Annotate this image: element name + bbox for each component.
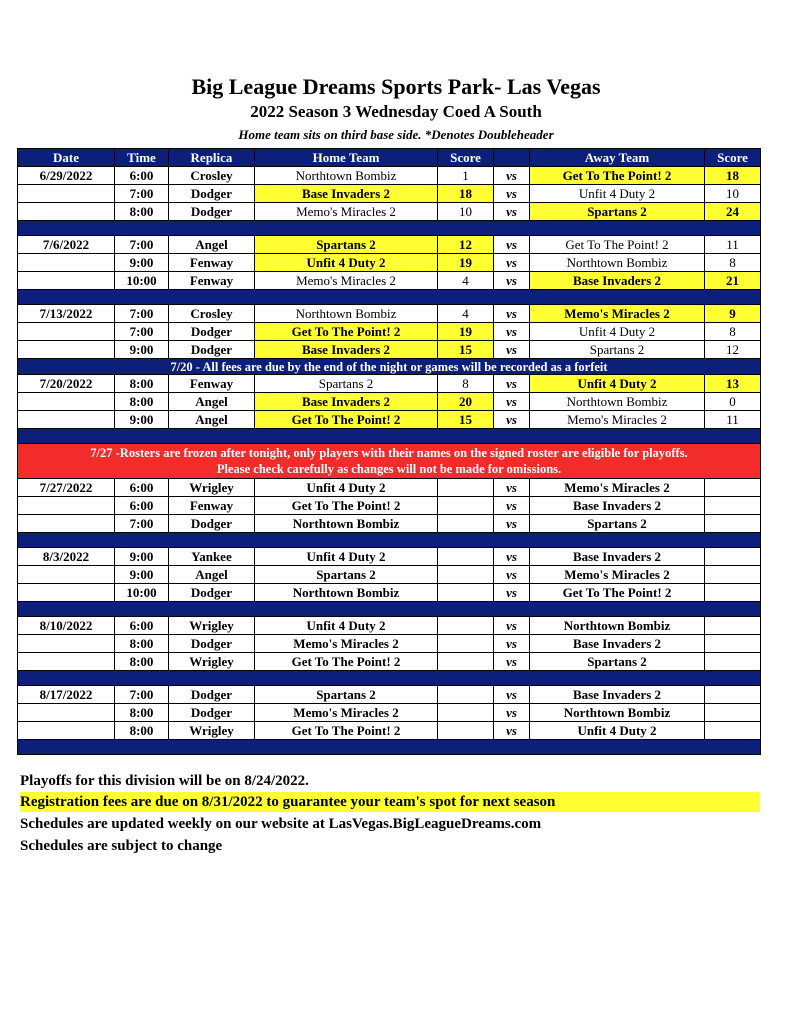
website-note: Schedules are updated weekly on our website at LasVegas.BigLeagueDreams.com: [20, 816, 542, 832]
home-team: Unfit 4 Duty 2: [255, 548, 438, 566]
table-row: [18, 635, 761, 653]
home-score: 10: [438, 203, 494, 221]
game-time: 7:00: [115, 515, 169, 533]
game-time: 9:00: [115, 411, 169, 429]
game-date: 7/6/2022: [18, 236, 115, 254]
away-team: Base Invaders 2: [530, 686, 705, 704]
game-replica: Dodger: [169, 515, 255, 533]
away-team: Get To The Point! 2: [530, 584, 705, 602]
week-separator: [18, 290, 761, 305]
away-team: Northtown Bombiz: [530, 704, 705, 722]
home-team: Unfit 4 Duty 2: [255, 254, 438, 272]
separator-bar: [18, 221, 761, 236]
game-replica: Wrigley: [169, 617, 255, 635]
vs-label: vs: [494, 497, 530, 515]
table-row: [18, 236, 761, 254]
home-team: Northtown Bombiz: [255, 584, 438, 602]
game-date: [18, 393, 115, 411]
game-replica: Dodger: [169, 584, 255, 602]
home-score: 4: [438, 305, 494, 323]
away-score: [705, 497, 761, 515]
roster-notice-line1: 7/27 -Rosters are frozen after tonight, only players with their names on the signed roster are eligible for playoffs.: [90, 446, 688, 460]
away-score: 9: [705, 305, 761, 323]
vs-label: vs: [494, 617, 530, 635]
home-team: Northtown Bombiz: [255, 305, 438, 323]
game-time: 9:00: [115, 341, 169, 359]
game-replica: Dodger: [169, 635, 255, 653]
game-replica: Fenway: [169, 497, 255, 515]
away-score: [705, 653, 761, 671]
home-score: 15: [438, 341, 494, 359]
playoffs-note: Playoffs for this division will be on 8/24/2022.: [20, 773, 309, 789]
game-time: 6:00: [115, 617, 169, 635]
away-team: Base Invaders 2: [530, 272, 705, 290]
table-row: [18, 548, 761, 566]
home-score: 20: [438, 393, 494, 411]
game-replica: Angel: [169, 393, 255, 411]
vs-label: vs: [494, 686, 530, 704]
game-time: 8:00: [115, 635, 169, 653]
game-replica: Dodger: [169, 185, 255, 203]
away-score: [705, 479, 761, 497]
away-score: [705, 686, 761, 704]
away-team: Unfit 4 Duty 2: [530, 185, 705, 203]
game-replica: Fenway: [169, 375, 255, 393]
col-away-team: Away Team: [530, 149, 705, 167]
table-row: [18, 653, 761, 671]
table-row: [18, 686, 761, 704]
roster-notice: [18, 444, 761, 479]
game-replica: Fenway: [169, 272, 255, 290]
away-score: 21: [705, 272, 761, 290]
home-team: Memo's Miracles 2: [255, 203, 438, 221]
home-score: [438, 722, 494, 740]
game-date: [18, 185, 115, 203]
away-score: 10: [705, 185, 761, 203]
game-replica: Dodger: [169, 686, 255, 704]
table-row: [18, 375, 761, 393]
vs-label: vs: [494, 167, 530, 185]
game-date: [18, 515, 115, 533]
away-score: [705, 722, 761, 740]
table-row: [18, 323, 761, 341]
vs-label: vs: [494, 305, 530, 323]
home-team: Base Invaders 2: [255, 393, 438, 411]
table-row: [18, 617, 761, 635]
away-team: Northtown Bombiz: [530, 393, 705, 411]
game-time: 8:00: [115, 722, 169, 740]
home-score: [438, 515, 494, 533]
home-score: 8: [438, 375, 494, 393]
game-time: 6:00: [115, 167, 169, 185]
game-time: 8:00: [115, 203, 169, 221]
vs-label: vs: [494, 704, 530, 722]
col-away-score: Score: [705, 149, 761, 167]
vs-label: vs: [494, 722, 530, 740]
game-date: [18, 323, 115, 341]
game-time: 8:00: [115, 375, 169, 393]
table-row: [18, 584, 761, 602]
home-team: Northtown Bombiz: [255, 515, 438, 533]
away-score: 24: [705, 203, 761, 221]
game-time: 7:00: [115, 236, 169, 254]
away-score: 0: [705, 393, 761, 411]
col-date: Date: [18, 149, 115, 167]
table-row: [18, 254, 761, 272]
game-time: 8:00: [115, 704, 169, 722]
home-team: Get To The Point! 2: [255, 323, 438, 341]
page-subtitle: 2022 Season 3 Wednesday Coed A South: [250, 102, 542, 121]
week-separator: [18, 533, 761, 548]
home-score: 18: [438, 185, 494, 203]
game-date: [18, 411, 115, 429]
table-header-row: [18, 149, 761, 167]
game-replica: Dodger: [169, 323, 255, 341]
away-score: 18: [705, 167, 761, 185]
separator-bar: [18, 290, 761, 305]
home-team: Base Invaders 2: [255, 185, 438, 203]
away-score: 8: [705, 323, 761, 341]
home-team: Get To The Point! 2: [255, 411, 438, 429]
change-note: Schedules are subject to change: [20, 838, 223, 854]
away-team: Get To The Point! 2: [530, 236, 705, 254]
home-score: 19: [438, 254, 494, 272]
home-score: 12: [438, 236, 494, 254]
table-row: [18, 341, 761, 359]
game-date: 6/29/2022: [18, 167, 115, 185]
home-team: Base Invaders 2: [255, 341, 438, 359]
away-team: Get To The Point! 2: [530, 167, 705, 185]
game-date: 7/20/2022: [18, 375, 115, 393]
registration-note: Registration fees are due on 8/31/2022 to guarantee your team's spot for next season: [20, 792, 760, 812]
table-row: [18, 479, 761, 497]
home-score: [438, 584, 494, 602]
game-date: 8/17/2022: [18, 686, 115, 704]
away-score: [705, 515, 761, 533]
away-team: Base Invaders 2: [530, 635, 705, 653]
game-replica: Wrigley: [169, 653, 255, 671]
home-team: Spartans 2: [255, 236, 438, 254]
game-date: [18, 584, 115, 602]
away-team: Spartans 2: [530, 341, 705, 359]
game-time: 9:00: [115, 548, 169, 566]
game-date: [18, 254, 115, 272]
home-score: [438, 617, 494, 635]
table-row: [18, 497, 761, 515]
game-date: [18, 566, 115, 584]
roster-notice-row: [18, 444, 761, 479]
away-score: [705, 704, 761, 722]
vs-label: vs: [494, 566, 530, 584]
away-score: 13: [705, 375, 761, 393]
home-score: [438, 653, 494, 671]
game-replica: Dodger: [169, 341, 255, 359]
vs-label: vs: [494, 653, 530, 671]
home-score: 4: [438, 272, 494, 290]
col-home-team: Home Team: [255, 149, 438, 167]
away-score: [705, 617, 761, 635]
home-score: 19: [438, 323, 494, 341]
separator-bar: [18, 533, 761, 548]
away-score: [705, 548, 761, 566]
home-team: Get To The Point! 2: [255, 653, 438, 671]
vs-label: vs: [494, 393, 530, 411]
home-team: Get To The Point! 2: [255, 722, 438, 740]
separator-bar: [18, 602, 761, 617]
vs-label: vs: [494, 584, 530, 602]
game-time: 7:00: [115, 323, 169, 341]
fee-notice-row: [18, 359, 761, 375]
game-time: 9:00: [115, 254, 169, 272]
away-team: Base Invaders 2: [530, 548, 705, 566]
game-date: [18, 497, 115, 515]
away-team: Spartans 2: [530, 653, 705, 671]
game-time: 9:00: [115, 566, 169, 584]
vs-label: vs: [494, 254, 530, 272]
home-team: Memo's Miracles 2: [255, 272, 438, 290]
game-replica: Angel: [169, 411, 255, 429]
game-replica: Angel: [169, 566, 255, 584]
game-time: 8:00: [115, 653, 169, 671]
col-home-score: Score: [438, 149, 494, 167]
game-date: 8/3/2022: [18, 548, 115, 566]
col-replica: Replica: [169, 149, 255, 167]
away-team: Spartans 2: [530, 203, 705, 221]
game-date: [18, 203, 115, 221]
home-score: [438, 497, 494, 515]
schedule-body: [18, 167, 761, 755]
table-row: [18, 722, 761, 740]
vs-label: vs: [494, 323, 530, 341]
vs-label: vs: [494, 185, 530, 203]
game-time: 10:00: [115, 272, 169, 290]
game-date: [18, 635, 115, 653]
separator-bar: [18, 429, 761, 444]
vs-label: vs: [494, 375, 530, 393]
game-time: 10:00: [115, 584, 169, 602]
game-date: 8/10/2022: [18, 617, 115, 635]
vs-label: vs: [494, 236, 530, 254]
home-team-note: Home team sits on third base side. *Denotes Doubleheader: [238, 127, 554, 142]
away-team: Memo's Miracles 2: [530, 566, 705, 584]
away-team: Base Invaders 2: [530, 497, 705, 515]
game-date: [18, 653, 115, 671]
roster-notice-line2: Please check carefully as changes will not be made for omissions.: [216, 462, 562, 476]
away-score: [705, 566, 761, 584]
table-row: [18, 185, 761, 203]
week-separator: [18, 740, 761, 755]
game-replica: Wrigley: [169, 479, 255, 497]
week-separator: [18, 221, 761, 236]
home-team: Spartans 2: [255, 375, 438, 393]
game-replica: Crosley: [169, 305, 255, 323]
home-score: 1: [438, 167, 494, 185]
home-team: Memo's Miracles 2: [255, 635, 438, 653]
away-score: [705, 635, 761, 653]
away-team: Unfit 4 Duty 2: [530, 722, 705, 740]
vs-label: vs: [494, 479, 530, 497]
game-time: 8:00: [115, 393, 169, 411]
game-replica: Fenway: [169, 254, 255, 272]
game-replica: Crosley: [169, 167, 255, 185]
away-team: Memo's Miracles 2: [530, 305, 705, 323]
away-team: Memo's Miracles 2: [530, 479, 705, 497]
home-team: Unfit 4 Duty 2: [255, 617, 438, 635]
fee-notice: 7/20 - All fees are due by the end of the night or games will be recorded as a forfeit: [18, 359, 761, 375]
away-score: [705, 584, 761, 602]
week-separator: [18, 671, 761, 686]
game-time: 6:00: [115, 497, 169, 515]
game-replica: Yankee: [169, 548, 255, 566]
vs-label: vs: [494, 635, 530, 653]
game-time: 6:00: [115, 479, 169, 497]
away-score: 8: [705, 254, 761, 272]
home-score: [438, 635, 494, 653]
home-score: [438, 704, 494, 722]
home-score: [438, 548, 494, 566]
game-date: [18, 704, 115, 722]
vs-label: vs: [494, 548, 530, 566]
separator-bar: [18, 740, 761, 755]
game-replica: Dodger: [169, 704, 255, 722]
away-team: Northtown Bombiz: [530, 254, 705, 272]
table-row: [18, 393, 761, 411]
page-title: Big League Dreams Sports Park- Las Vegas: [191, 74, 601, 99]
away-team: Northtown Bombiz: [530, 617, 705, 635]
table-row: [18, 411, 761, 429]
home-team: Spartans 2: [255, 686, 438, 704]
separator-bar: [18, 671, 761, 686]
game-replica: Wrigley: [169, 722, 255, 740]
vs-label: vs: [494, 272, 530, 290]
table-row: [18, 203, 761, 221]
home-team: Unfit 4 Duty 2: [255, 479, 438, 497]
away-score: 11: [705, 411, 761, 429]
table-row: [18, 305, 761, 323]
game-replica: Angel: [169, 236, 255, 254]
vs-label: vs: [494, 203, 530, 221]
away-score: 11: [705, 236, 761, 254]
home-team: Memo's Miracles 2: [255, 704, 438, 722]
home-score: [438, 566, 494, 584]
col-vs: [494, 149, 530, 167]
away-team: Unfit 4 Duty 2: [530, 323, 705, 341]
table-row: [18, 566, 761, 584]
vs-label: vs: [494, 411, 530, 429]
away-team: Spartans 2: [530, 515, 705, 533]
week-separator: [18, 602, 761, 617]
col-time: Time: [115, 149, 169, 167]
home-team: Get To The Point! 2: [255, 497, 438, 515]
game-time: 7:00: [115, 686, 169, 704]
home-score: [438, 686, 494, 704]
game-time: 7:00: [115, 305, 169, 323]
game-date: [18, 722, 115, 740]
table-row: [18, 515, 761, 533]
game-replica: Dodger: [169, 203, 255, 221]
game-date: 7/13/2022: [18, 305, 115, 323]
away-score: 12: [705, 341, 761, 359]
home-score: [438, 479, 494, 497]
home-team: Spartans 2: [255, 566, 438, 584]
vs-label: vs: [494, 515, 530, 533]
game-date: [18, 272, 115, 290]
game-time: 7:00: [115, 185, 169, 203]
home-score: 15: [438, 411, 494, 429]
away-team: Unfit 4 Duty 2: [530, 375, 705, 393]
table-row: [18, 272, 761, 290]
game-date: [18, 341, 115, 359]
table-row: [18, 704, 761, 722]
vs-label: vs: [494, 341, 530, 359]
table-row: [18, 167, 761, 185]
home-team: Northtown Bombiz: [255, 167, 438, 185]
away-team: Memo's Miracles 2: [530, 411, 705, 429]
schedule-table: [17, 148, 761, 755]
game-date: 7/27/2022: [18, 479, 115, 497]
week-separator: [18, 429, 761, 444]
